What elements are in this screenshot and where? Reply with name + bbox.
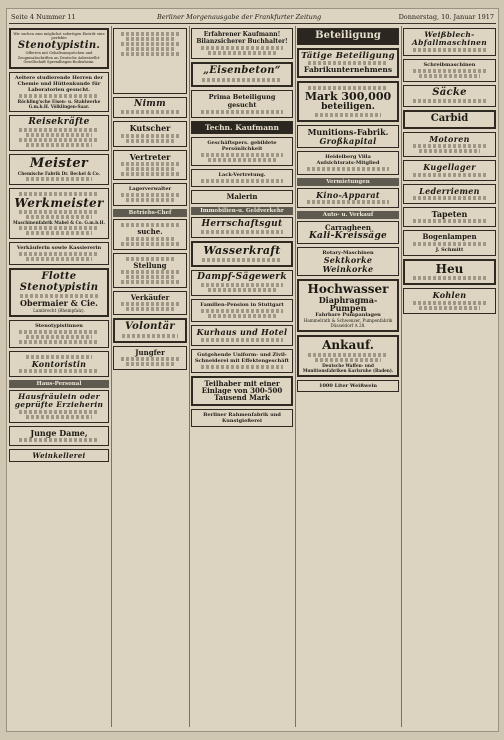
ad-headline: Bogenlampen bbox=[422, 232, 477, 242]
ad-carragheen bbox=[297, 221, 399, 244]
ad-stenotypistinnen bbox=[9, 320, 109, 348]
ad-hochwasser bbox=[297, 279, 399, 332]
ad-headline: Kurhaus und Hotel bbox=[196, 327, 288, 338]
ad-headline: Heidelberg Villa bbox=[325, 154, 371, 161]
ad-subheadline: Großkapital bbox=[319, 135, 377, 146]
newspaper-page bbox=[6, 8, 499, 732]
ad-volontaer bbox=[113, 318, 187, 343]
column-4 bbox=[295, 26, 402, 727]
ad-ankauf bbox=[297, 335, 399, 377]
ad-wasserkraft bbox=[191, 241, 293, 267]
ad-reisekraefte bbox=[9, 115, 109, 151]
ad-subheadline-2: Fahrbare Pumpanlagen bbox=[315, 312, 381, 319]
ad-headline: Vertreter bbox=[129, 151, 171, 162]
ad-headline: Stenotypistinnen bbox=[35, 322, 83, 329]
ad-headline: Ankauf. bbox=[322, 338, 374, 353]
ad-bogenlampen bbox=[403, 230, 496, 255]
ad-headline: Meister bbox=[29, 155, 89, 171]
ad-lagerverwalter bbox=[113, 183, 187, 206]
ad-malerin bbox=[191, 190, 293, 203]
section-bar-haus-personal: Haus-Personal bbox=[9, 380, 109, 388]
ad-nimm bbox=[113, 97, 187, 118]
ad-headline: Junge Dame, bbox=[30, 427, 88, 438]
ad-mark-300000 bbox=[297, 81, 399, 122]
ad-familien-pension bbox=[191, 299, 293, 322]
ad-headline: Kohlen bbox=[432, 290, 467, 301]
ad-firm-name: Maschinenfabrik Mabel & Co. G.m.b.H. bbox=[12, 220, 105, 226]
ad-headline: Hausfräulein oder geprüfte Erzieherin bbox=[14, 391, 104, 409]
ad-prima-beteiligung bbox=[191, 90, 293, 118]
ad-headline: Tapeten bbox=[431, 208, 468, 219]
ad-firm-name: J. Schmitt bbox=[435, 246, 464, 253]
ad-chemiker bbox=[9, 72, 109, 112]
section-bar-vermietungen: Vermietungen bbox=[297, 178, 399, 186]
ad-tapeten bbox=[403, 207, 496, 227]
ad-headline: Techn. Kaufmann bbox=[205, 122, 279, 132]
ad-headline: Kutscher bbox=[129, 123, 171, 134]
ad-headline: Flotte Stenotypistin bbox=[19, 271, 99, 293]
ad-body-text: Offerten mit Gehaltsansprüchen und Zeugnisabschriften an Deutsche Asbestzellit-Gesellschaft Sprendlingen-Bodenheim. bbox=[17, 51, 101, 65]
section-bar-auto: Auto- u. Verkauf bbox=[297, 211, 399, 219]
ad-verkaeuferin bbox=[9, 242, 109, 265]
ad-saecke bbox=[403, 85, 496, 108]
ad-headline: Jungfer bbox=[135, 347, 165, 357]
ad-junge-dame bbox=[9, 426, 109, 446]
ad-techn-kaufmann bbox=[191, 121, 293, 135]
ad-headline: Dampf-Sägewerk bbox=[197, 271, 287, 282]
ad-headline: Säcke bbox=[432, 86, 467, 98]
ad-headline: Stellung bbox=[133, 260, 167, 270]
ad-headline: Carragheen bbox=[325, 223, 371, 233]
ad-headline: Kugellager bbox=[423, 162, 476, 173]
ad-schneiderei bbox=[191, 349, 293, 373]
ad-subheadline: beteiligen. bbox=[321, 101, 375, 112]
ad-kino-apparat bbox=[297, 188, 399, 208]
ad-flotte-stenotypistin bbox=[9, 268, 109, 316]
ad-headline: Hochwasser bbox=[307, 282, 389, 297]
ad-headline: Stenotypistin. bbox=[17, 39, 101, 51]
ad-schreibmaschinen bbox=[403, 59, 496, 82]
ad-subheadline: Aufsichtsrats-Mitglied bbox=[316, 160, 380, 167]
ad-headline: Aeltere studierende Herren der Chemie und Hüttenkunde für Laboratorien gesucht. bbox=[14, 74, 104, 93]
ad-stenotypistin bbox=[9, 28, 109, 69]
column-1 bbox=[7, 26, 112, 727]
ad-headline: Verkäuferin sowie Kassiererin bbox=[16, 245, 102, 252]
ad-headline: Geschäftspers. gebildete Persönlichkeit bbox=[207, 140, 277, 153]
ad-rahmenfabrik bbox=[191, 409, 293, 427]
ad-hausfraeulein bbox=[9, 390, 109, 423]
ad-headline: Nimm bbox=[134, 99, 166, 109]
ad-headline: Motoren bbox=[429, 133, 470, 144]
ad-motoren bbox=[403, 132, 496, 157]
ad-headline: Teilhaber mit einer Einlage von 300-500 Tausend Mark bbox=[201, 378, 283, 403]
ad-suche bbox=[113, 219, 187, 249]
column-2 bbox=[111, 26, 190, 727]
ad-headline: „Eisenbeton“ bbox=[203, 65, 281, 76]
ad-headline: Erfahrener Kaufmann! Bilanzsicherer Buchhalter! bbox=[196, 31, 288, 45]
ad-firm-name: Deutsche Waffen- und Munitionsfabriken Karlsruhe (Baden). bbox=[302, 362, 394, 373]
ad-munitions-fabrik bbox=[297, 125, 399, 148]
ad-headline: Lederriemen bbox=[419, 185, 480, 196]
ad-headline: Schreibmaschinen bbox=[423, 61, 476, 68]
ad-headline: Volontär bbox=[124, 321, 176, 333]
ad-herrschaftsgut bbox=[191, 217, 293, 238]
ad-verkaeufer bbox=[113, 291, 187, 315]
ad-headline: Herrschaftsgut bbox=[201, 218, 283, 229]
page-number-header: Seite 4 Nummer 11 bbox=[11, 13, 76, 21]
ad-firm-name: Obermaier & Cie. bbox=[20, 298, 98, 309]
ad-kurhaus bbox=[191, 325, 293, 345]
ad-subheadline-2: Weinkorke bbox=[322, 263, 374, 274]
date-header: Donnerstag, 10. Januar 1917 bbox=[398, 13, 494, 21]
ad-headline: Kino-Apparat bbox=[316, 190, 380, 201]
ad-subheadline: Kali-Kreissäge bbox=[308, 230, 388, 241]
ad-rotary bbox=[297, 247, 399, 276]
ad-kohlen bbox=[403, 288, 496, 313]
ad-headline: Werkmeister bbox=[14, 195, 104, 210]
ad-subheadline: Sektkorke bbox=[323, 255, 373, 266]
ad-headline: Wasserkraft bbox=[203, 244, 281, 258]
column-3 bbox=[189, 26, 296, 727]
ad-headline: Heu bbox=[435, 261, 464, 276]
section-bar-immobilien: Immobilien-u. Geldverkehr bbox=[191, 207, 293, 215]
header-rule bbox=[9, 23, 496, 24]
ad-beteiligung bbox=[297, 28, 399, 45]
ad-headline: Berliner Rahmenfabrik und Kunstgießerei bbox=[203, 411, 281, 424]
ad-subheadline: Diaphragma-Pumpen bbox=[318, 294, 378, 313]
ad-weissblech bbox=[403, 28, 496, 56]
ad-headline: Munitions-Fabrik. bbox=[307, 127, 389, 138]
ad-werkmeister bbox=[9, 188, 109, 240]
ad-headline: Rotary-Maschinen bbox=[322, 250, 374, 257]
ad-dampf-saegewerk bbox=[191, 270, 293, 296]
ad-teilhaber bbox=[191, 376, 293, 406]
ad-lack bbox=[191, 169, 293, 187]
ad-stellung bbox=[113, 253, 187, 288]
ad-kugellager bbox=[403, 160, 496, 180]
ad-firm-name: Hammelrath & Schwenzer, Pumpenfabrik Düsseldorf A 28. bbox=[303, 318, 393, 329]
ad-firm-name: Chemische Fabrik Dr. Beckel & Co. bbox=[17, 170, 101, 176]
ad-vertreter bbox=[113, 150, 187, 180]
ad-headline: Mark 300,000 bbox=[304, 90, 392, 104]
ad-taetige-beteiligung bbox=[297, 48, 399, 79]
column-5 bbox=[401, 26, 498, 727]
ad-heu bbox=[403, 259, 496, 286]
ad-carbid bbox=[403, 110, 496, 129]
ad-headline: 1000 Liter Weißwein bbox=[318, 382, 378, 389]
ad-headline: Malerin bbox=[226, 192, 258, 202]
ad-weinkellerei bbox=[9, 449, 109, 462]
ad-headline: Verkäufer bbox=[130, 292, 170, 302]
ad-firm-name: Röchling'sche Eisen- u. Stahlwerke G.m.b.H. Völklingen-Saar. bbox=[17, 98, 101, 109]
ad-headline: Familien-Pension in Stuttgart bbox=[200, 302, 284, 309]
ad-kutscher bbox=[113, 121, 187, 146]
ad-headline: Carbid bbox=[430, 113, 469, 125]
ad-headline: Kontoristin bbox=[31, 358, 87, 369]
ad-meister bbox=[9, 154, 109, 185]
ad-headline: Tätige Beteiligung bbox=[301, 50, 395, 61]
ad-headline: Lagerverwalter bbox=[128, 186, 172, 193]
ad-kontoristin bbox=[9, 351, 109, 377]
ad-headline: Weißblech-Abfallmaschinen bbox=[412, 30, 487, 47]
ad-headline: Reisekräfte bbox=[28, 116, 90, 127]
ad-headline: Beteiligung bbox=[315, 30, 381, 41]
ad-eisenbeton bbox=[191, 62, 293, 87]
ad-headline: Weinkellerei bbox=[32, 451, 86, 461]
ad-headline: Gutgehende Uniform- und Zivil-Schneiderei mit Effektengeschäft bbox=[195, 351, 289, 364]
section-bar-betriebs-chef: Betriebs-Chef bbox=[113, 209, 187, 217]
ad-headline: Prima Beteiligung gesucht bbox=[208, 92, 276, 109]
ad-weisswein bbox=[297, 380, 399, 392]
ad-geschaeftspers bbox=[191, 137, 293, 166]
ad-headline: Lack-Vertretung. bbox=[218, 172, 266, 179]
ad-jungfer bbox=[113, 346, 187, 370]
ad-bilanz bbox=[191, 28, 293, 59]
ad-subheadline: Fabrikunternehmens bbox=[303, 65, 393, 75]
ad-headline: suche. bbox=[137, 227, 163, 237]
ad-heidelberg-villa bbox=[297, 151, 399, 175]
ad-small-notice bbox=[113, 28, 187, 94]
ad-place: Lambrecht (Rheinpfalz). bbox=[33, 307, 85, 313]
newspaper-title-header: Berliner Morgenausgabe der Frankfurter Zeitung bbox=[157, 13, 322, 21]
ad-intro-text: Wir suchen zum möglichst sofortigen Eintritt eine perfekte bbox=[13, 32, 105, 41]
ad-lederriemen bbox=[403, 184, 496, 204]
